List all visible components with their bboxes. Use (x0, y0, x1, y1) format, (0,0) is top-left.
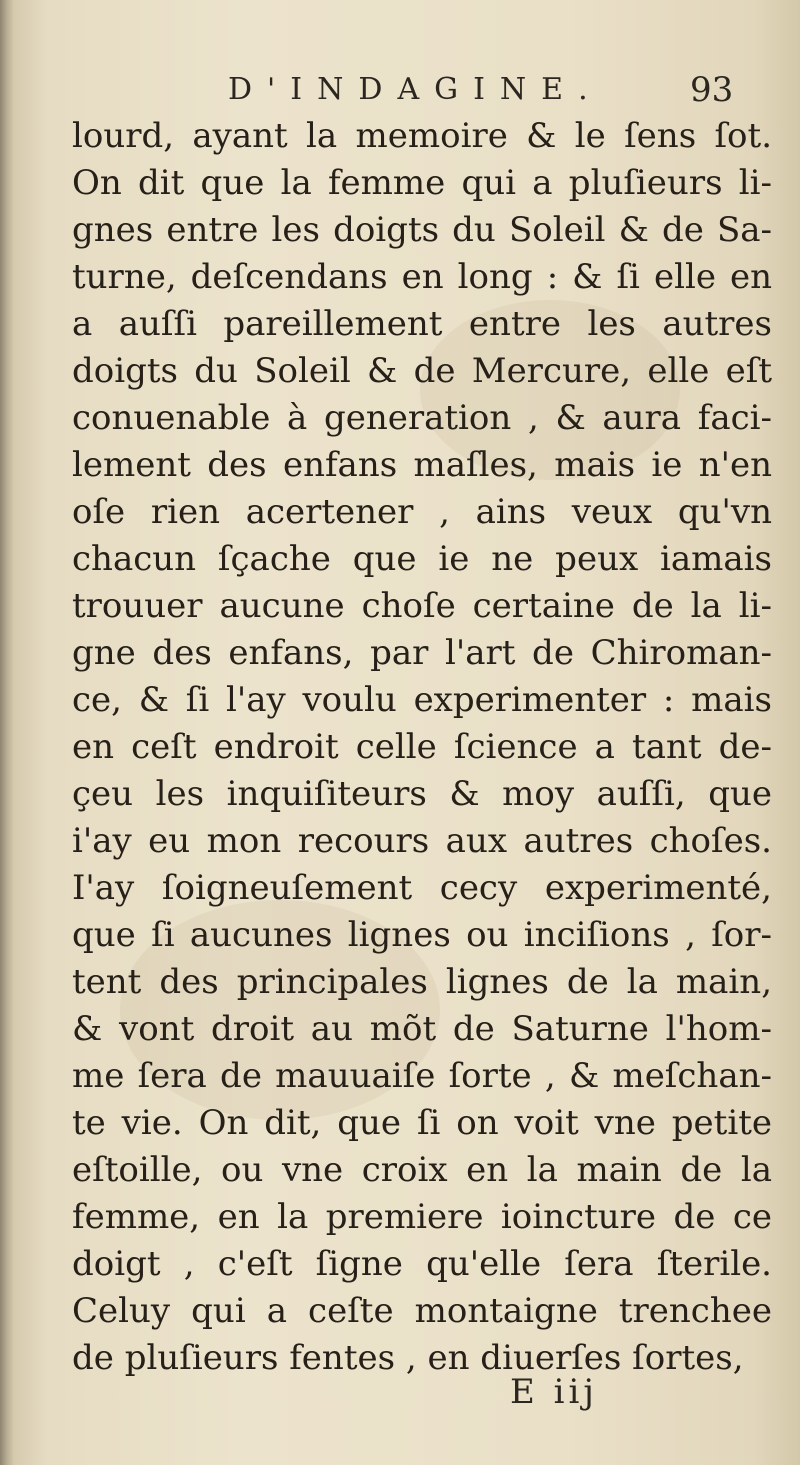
text-line: femme, en la premiere ioincture de ce (72, 1197, 772, 1237)
text-line: en ceſt endroit celle ſcience a tant de- (72, 727, 772, 767)
text-line: gnes entre les doigts du Soleil & de Sa- (72, 210, 772, 250)
text-line: conuenable à generation , & aura faci- (72, 398, 772, 438)
text-line: lourd, ayant la memoire & le ſens ſot. (72, 116, 772, 156)
text-line: lement des enfans maſles, mais ie n'en (72, 445, 772, 485)
text-line: çeu les inquiſiteurs & moy auſſi, que (72, 774, 772, 814)
text-line: que ſi aucunes lignes ou inciſions , ſor- (72, 915, 772, 955)
body-text (72, 113, 772, 1382)
text-line: te vie. On dit, que ſi on voit vne petite (72, 1103, 772, 1143)
page-number: 93 (690, 70, 734, 110)
text-line: de pluſieurs fentes , en diuerſes ſortes, (72, 1338, 744, 1378)
text-line: i'ay eu mon recours aux autres choſes. (72, 821, 772, 861)
text-line: & vont droit au mõt de Saturne l'hom- (72, 1009, 772, 1049)
text-line: trouuer aucune choſe certaine de la li- (72, 586, 772, 626)
text-line: oſe rien acertener , ains veux qu'vn (72, 492, 772, 532)
text-line: me ſera de mauuaiſe ſorte , & meſchan- (72, 1056, 772, 1096)
page-gutter-shadow (0, 0, 14, 1465)
text-line: eſtoille, ou vne croix en la main de la (72, 1150, 772, 1190)
text-line: gne des enfans, par l'art de Chiroman- (72, 633, 772, 673)
text-line: turne, deſcendans en long : & ſi elle en (72, 257, 772, 297)
text-line: tent des principales lignes de la main, (72, 962, 772, 1002)
text-line: ce, & ſi l'ay voulu experimenter : mais (72, 680, 772, 720)
text-line: doigts du Soleil & de Mercure, elle eſt (72, 351, 772, 391)
running-title: D'INDAGINE. (228, 72, 603, 107)
text-line: I'ay ſoigneuſement cecy experimenté, (72, 868, 772, 908)
text-line: a auſſi pareillement entre les autres (72, 304, 772, 344)
signature-mark: E iij (510, 1372, 598, 1412)
text-line: Celuy qui a ceſte montaigne trenchee (72, 1291, 772, 1331)
text-line: doigt , c'eſt ſigne qu'elle ſera ſterile. (72, 1244, 772, 1284)
text-line: On dit que la femme qui a pluſieurs li- (72, 163, 772, 203)
text-line: chacun ſçache que ie ne peux iamais (72, 539, 772, 579)
